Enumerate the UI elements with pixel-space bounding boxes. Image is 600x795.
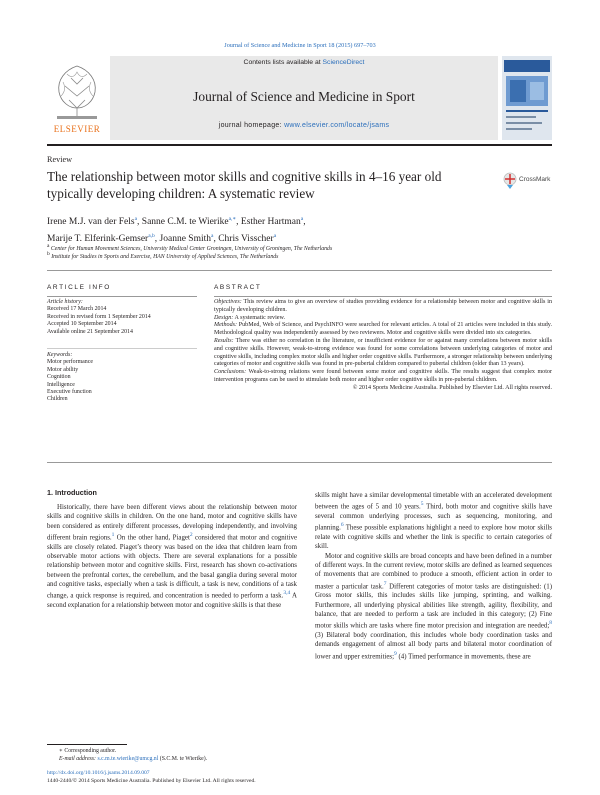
keyword-rule <box>47 348 197 349</box>
author-name[interactable]: Irene M.J. van der Fels <box>47 217 135 228</box>
author-name[interactable]: Chris Visscher <box>218 234 274 245</box>
doi-link[interactable]: http://dx.doi.org/10.1016/j.jsams.2014.09.007 <box>47 770 150 776</box>
citation[interactable]: 7 <box>383 580 387 587</box>
keyword: Motor ability <box>47 366 79 373</box>
keyword: Children <box>47 396 68 403</box>
author-list: Irene M.J. van der Fels$^a$, Sanne C.M. te Wierike$^{a,∗}$, Esther Hartman$^a$, Marije T. Elferink-Gemser$^{a,b}$, Joanne Smith$^a$, Chris Visscher$^a$ <box>47 216 306 245</box>
citation[interactable]: 9 <box>394 650 397 657</box>
citation[interactable]: 1 <box>111 532 115 539</box>
citation[interactable]: 3,4 <box>283 590 291 597</box>
author-name[interactable]: Sanne C.M. te Wierike <box>141 217 229 228</box>
journal-reference[interactable]: Journal of Science and Medicine in Sport 18 (2015) 697–703 <box>224 42 376 49</box>
keyword: Cognition <box>47 374 71 381</box>
crossmark-badge[interactable]: CrossMark <box>503 168 555 196</box>
citation[interactable]: 6 <box>340 522 344 529</box>
journal-header <box>110 56 498 140</box>
keyword: Motor performance <box>47 359 93 366</box>
journal-cover-image <box>502 56 552 140</box>
keyword: Executive function <box>47 389 92 396</box>
body-left-column: Historically, there have been different views about the relationship between motor skills and cognitive skills in children. On the one hand, motor and cognitive skills have been considered as entirely different processes, developing independently, and involving different brain regions.$^1$ On the other hand, Piaget$^2$ considered that motor and cognitive skills are closely related. Piaget’s theory was based on the idea that children learn from observable motor actions with objects. There are several explanations for a possible relationship between motor and cognitive skills. First, research has shown co-activations between the prefrontal cortex, the cerebellum, and the basal ganglia during several motor and cognitive tasks, especially when a task is difficult, a task is new, conditions of a task change, a quick response is required, and concentration is needed to perform a task.$^{3,4}$ A second explanation for a relationship between motor and cognitive skills is that these <box>47 504 298 610</box>
crossmark-icon <box>503 172 517 190</box>
citation[interactable]: 2 <box>189 532 193 539</box>
footnote-rule <box>47 744 127 745</box>
author-email-link[interactable]: s.c.m.te.wierike@umcg.nl <box>97 756 159 762</box>
journal-homepage: journal homepage: www.elsevier.com/locate/jsams <box>218 122 390 129</box>
author-name[interactable]: Esther Hartman <box>240 217 301 228</box>
header-divider <box>47 144 552 146</box>
info-rule <box>47 296 197 297</box>
citation[interactable]: 5 <box>420 501 424 508</box>
homepage-link[interactable]: www.elsevier.com/locate/jsams <box>284 122 390 129</box>
keywords: Keywords: Motor performance Motor ability Cognition Intelligence Executive function Children <box>47 352 197 404</box>
article-type: Review <box>47 155 73 164</box>
author-name[interactable]: Joanne Smith <box>159 234 212 245</box>
citation[interactable]: 8 <box>549 620 552 627</box>
sciencedirect-link[interactable]: ScienceDirect <box>322 59 365 66</box>
abstract-body: Objectives: This review aims to give an overview of studies providing evidence for a relationship between motor and cognitive skills in typically developing children. Design: A systematic review. Methods: PubMed, Web of Science, and PsychINFO were searched for relevant articles. A total of 21 articles were included in this study. Methodological quality was independently assessed by two reviewers. Motor and cognitive skills were divided into six categories. Results: There was either no correlation in the literature, or insufficient evidence for or against many correlations between motor skills and cognitive skills. However, weak-to-strong evidence was found for some correlations between underlying categories of motor and cognitive skills, including complex motor skills and higher order cognitive skills. Furthermore, a stronger relationship between underlying categories of motor and cognitive skills was found in pre-pubertal children compared to pubertal children (older than 13 years). Conclusions: Weak-to-strong relations were found between some motor and cognitive skills. The results suggest that complex motor intervention programs can be used to stimulate both motor and higher order cognitive skills in pre-pubertal children. © 2014 Sports Medicine Australia. Published by Elsevier Ltd. All rights reserved. <box>214 299 552 391</box>
article-title: The relationship between motor skills and cognitive skills in 4–16 year old typically developing children: A systematic review <box>47 169 442 201</box>
abstract-rule <box>214 296 552 297</box>
contents-line: Contents lists available at ScienceDirect <box>243 59 365 66</box>
abstract-bottom-rule <box>47 462 552 463</box>
affiliation-a: $^a$ Center for Human Movement Sciences, University Medical Center Groningen, University of Groningen, The Netherlands <box>47 243 333 252</box>
abstract-heading: ABSTRACT <box>214 284 262 291</box>
journal-title: Journal of Science and Medicine in Sport <box>193 89 415 104</box>
keyword: Intelligence <box>47 381 75 388</box>
author-name[interactable]: Marije T. Elferink-Gemser <box>47 234 149 245</box>
section-heading: 1. Introduction <box>47 488 97 497</box>
affiliation-b: $^b$ Institute for Studies in Sports and Exercise, HAN University of Applied Sciences, The Netherlands <box>47 251 279 260</box>
corresponding-author-note: ∗ Corresponding author. E-mail address: s.c.m.te.wierike@umcg.nl (S.C.M. te Wierike). <box>59 748 208 762</box>
copyright: © 2014 Sports Medicine Australia. Published by Elsevier Ltd. All rights reserved. <box>352 384 552 391</box>
elsevier-wordmark: ELSEVIER <box>53 124 101 134</box>
doi-block: http://dx.doi.org/10.1016/j.jsams.2014.09.007 1440-2440/© 2014 Sports Medicine Australia. Published by Elsevier Ltd. All rights reserved. <box>47 770 256 784</box>
article-info-heading: ARTICLE INFO <box>47 284 111 291</box>
body-right-column: skills might have a similar developmental timetable with an accelerated development between the ages of 5 and 10 years.$^5$ Third, both motor and cognitive skills have several common underlying processes, such as sequencing, monitoring, and planning.$^6$ These possible explanations highlight a need to explore how motor skills relate with cognitive skills and whether the link is specific to certain categories of skill. Motor and cognitive skills are broad concepts and have been defined in a number of different ways. In the current review, motor skills are defined as learned sequences of movements that are combined to produce a smooth, efficient action in order to master a particular task.$^7$ Different categories of motor tasks are distinguished: (1) Gross motor skills, this includes skills like jumping, sprinting, and walking. Furthermore, all underlying physical abilities like strength, agility, flexibility, and balance, that are needed to perform a task are included in this category; (2) Fine motor skills which are tasks where fine motor precision and integration are needed;$^8$ (3) Bilateral body coordination, this includes whole body coordination tasks and demands engagement of almost all body parts and bilateral motor coordination of lower and upper extremities;$^9$ (4) Timed performance in movements, these are <box>315 492 553 660</box>
article-history: Article history: Received 17 March 2014 Received in revised form 1 September 2014 Accepted 10 September 2014 Available online 21 September 2014 <box>47 299 151 335</box>
info-divider <box>47 270 552 271</box>
